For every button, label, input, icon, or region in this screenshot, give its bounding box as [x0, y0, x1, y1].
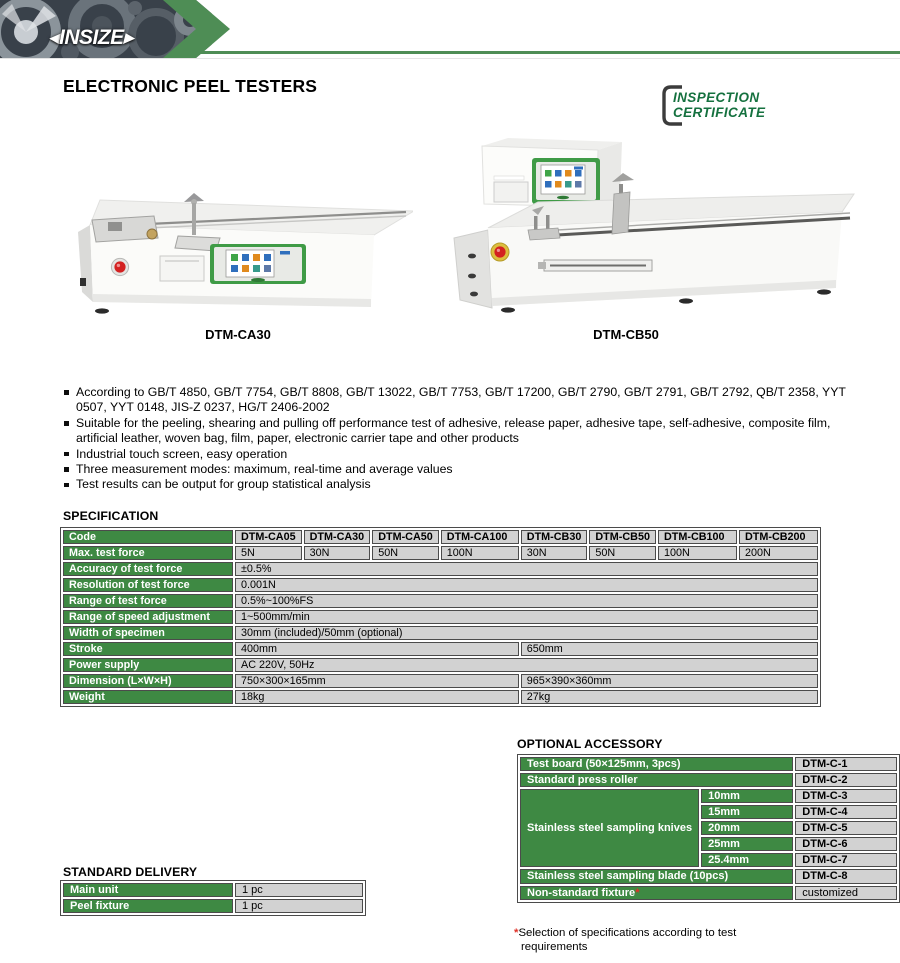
- emergency-stop-button: [491, 243, 509, 261]
- spec-value-cell: 750×300×165mm: [235, 674, 519, 688]
- accessory-group-label: Stainless steel sampling knives: [520, 789, 699, 867]
- accessory-label: Stainless steel sampling blade (10pcs): [520, 869, 793, 884]
- display-head: [482, 138, 622, 207]
- spec-value-cell: 50N: [589, 546, 656, 560]
- inspection-certificate-badge: [660, 84, 800, 132]
- spec-row: [63, 626, 818, 640]
- spec-value-cell: 200N: [739, 546, 818, 560]
- spec-value-cell: 0.001N: [235, 578, 818, 592]
- spec-row-label: Dimension (L×W×H): [63, 674, 233, 688]
- standard-delivery-heading: STANDARD DELIVERY: [63, 865, 198, 879]
- specification-table: [60, 527, 821, 707]
- accessory-label: Standard press roller: [520, 773, 793, 787]
- spec-model-cell: DTM-CB100: [658, 530, 737, 544]
- printer-paper: [494, 176, 524, 180]
- accessory-row: [520, 869, 897, 884]
- accessory-label: 15mm: [701, 805, 793, 819]
- accessory-label: 10mm: [701, 789, 793, 803]
- spec-row: [63, 562, 818, 576]
- product-photo-dtm-ca30: [68, 150, 413, 342]
- accessory-label: 25.4mm: [701, 853, 793, 867]
- accessory-label: 20mm: [701, 821, 793, 835]
- standard-delivery-table-body: [63, 883, 363, 913]
- dtm-cb50-illustration: [436, 136, 856, 318]
- printer: [494, 182, 528, 202]
- spec-value-cell: 965×390×360mm: [521, 674, 818, 688]
- accessory-code-cell: DTM-C-1: [795, 757, 897, 771]
- feature-item: Industrial touch screen, easy operation: [63, 447, 847, 462]
- spec-value-cell: 27kg: [521, 690, 818, 704]
- spec-model-cell: DTM-CA05: [235, 530, 302, 544]
- accessory-code-cell: DTM-C-3: [795, 789, 897, 803]
- spec-row: [63, 658, 818, 672]
- spec-row: [63, 642, 818, 656]
- feature-item: According to GB/T 4850, GB/T 7754, GB/T 8808, GB/T 13022, GB/T 7753, GB/T 17200, GB/T 2790, GB/T 2791, GB/T 2792, QB/T 2358, YYT 0507, YYT 0148, JIS-Z 0237, HG/T 2406-2002: [63, 385, 847, 416]
- spec-row-label: Range of test force: [63, 594, 233, 608]
- spec-value-cell: 18kg: [235, 690, 519, 704]
- feature-item: Suitable for the peeling, shearing and pulling off performance test of adhesive, release paper, adhesive tape, self-adhesive, composite film, artificial leather, woven bag, film, paper, electronic carrier tape and other products: [63, 416, 847, 447]
- load-cell-clamp: [92, 216, 158, 242]
- spec-value-cell: 1~500mm/min: [235, 610, 818, 624]
- footnote-text: Selection of specifications according to test requirements: [518, 927, 737, 953]
- accessory-row: [520, 789, 897, 803]
- product-model-label: DTM-CB50: [593, 327, 659, 342]
- accessory-code-cell: DTM-C-2: [795, 773, 897, 787]
- accessory-code-cell: DTM-C-4: [795, 805, 897, 819]
- optional-accessory-table-body: [520, 757, 897, 900]
- required-asterisk: *: [514, 927, 519, 939]
- spec-value-cell: 400mm: [235, 642, 519, 656]
- delivery-item-label: Main unit: [63, 883, 233, 897]
- specification-heading: SPECIFICATION: [63, 509, 159, 523]
- power-port: [80, 278, 86, 286]
- spec-model-cell: DTM-CB200: [739, 530, 818, 544]
- feature-list: [63, 385, 847, 493]
- delivery-item-label: Peel fixture: [63, 899, 233, 913]
- spec-value-cell: 0.5%~100%FS: [235, 594, 818, 608]
- certificate-line1: INSPECTION: [673, 90, 760, 105]
- standard-delivery-table: [60, 880, 366, 916]
- brand-name: INSIZE: [59, 26, 124, 49]
- accessory-label: Non-standard fixture*: [520, 886, 793, 900]
- feature-item: Test results can be output for group statistical analysis: [63, 477, 847, 492]
- emergency-stop-button: [111, 258, 128, 275]
- accessory-row: [520, 886, 897, 900]
- spec-row-label: Accuracy of test force: [63, 562, 233, 576]
- touch-screen: [210, 244, 306, 284]
- spec-value-cell: ±0.5%: [235, 562, 818, 576]
- certificate-line2: CERTIFICATE: [673, 104, 766, 120]
- insize-logo: [49, 26, 134, 50]
- header-rule: [186, 51, 900, 54]
- spec-row: [63, 594, 818, 608]
- spec-row-label: Resolution of test force: [63, 578, 233, 592]
- spec-row-label: Width of specimen: [63, 626, 233, 640]
- spec-value-cell: 30mm (included)/50mm (optional): [235, 626, 818, 640]
- spec-row-label: Range of speed adjustment: [63, 610, 233, 624]
- spec-value-cell: 100N: [441, 546, 519, 560]
- header-divider: [0, 58, 900, 59]
- spec-model-cell: DTM-CA100: [441, 530, 519, 544]
- printer: [160, 256, 204, 281]
- optional-accessory-table: [517, 754, 900, 903]
- spec-col-header: Code: [63, 530, 233, 544]
- spec-row-label: Power supply: [63, 658, 233, 672]
- spec-row-label: Max. test force: [63, 546, 233, 560]
- spec-value-cell: 5N: [235, 546, 302, 560]
- spec-value-cell: AC 220V, 50Hz: [235, 658, 818, 672]
- spec-value-cell: 50N: [372, 546, 439, 560]
- spec-row-label: Weight: [63, 690, 233, 704]
- logo-left-arrow-icon: ◀: [49, 30, 59, 45]
- delivery-row: [63, 883, 363, 897]
- optional-accessory-heading: OPTIONAL ACCESSORY: [517, 737, 663, 751]
- spec-value-cell: 650mm: [521, 642, 818, 656]
- touch-screen: [532, 158, 600, 204]
- accessory-code-cell: customized: [795, 886, 897, 900]
- delivery-qty-cell: 1 pc: [235, 899, 363, 913]
- delivery-row: [63, 899, 363, 913]
- accessory-row: [520, 757, 897, 771]
- spec-value-cell: 100N: [658, 546, 737, 560]
- spec-header-row: [63, 530, 818, 544]
- product-model-label: DTM-CA30: [205, 327, 271, 342]
- spec-model-cell: DTM-CA30: [304, 530, 371, 544]
- page-title: ELECTRONIC PEEL TESTERS: [63, 76, 318, 96]
- spec-value-cell: 30N: [521, 546, 588, 560]
- accessory-code-cell: DTM-C-8: [795, 869, 897, 884]
- logo-right-arrow-icon: ▶: [123, 30, 134, 45]
- required-asterisk: *: [635, 886, 640, 899]
- spec-row: [63, 578, 818, 592]
- spec-row-label: Stroke: [63, 642, 233, 656]
- front-slot-rail: [538, 260, 652, 271]
- accessory-row: [520, 773, 897, 787]
- accessory-label: Test board (50×125mm, 3pcs): [520, 757, 793, 771]
- accessory-code-cell: DTM-C-5: [795, 821, 897, 835]
- spec-model-cell: DTM-CB30: [521, 530, 588, 544]
- footnote: [514, 927, 793, 955]
- spec-row: [63, 610, 818, 624]
- accessory-label: 25mm: [701, 837, 793, 851]
- spec-row: [63, 674, 818, 688]
- spec-row: [63, 690, 818, 704]
- specification-table-body: [63, 530, 818, 704]
- dtm-ca30-illustration: [68, 150, 413, 315]
- spec-row: [63, 546, 818, 560]
- spec-model-cell: DTM-CA50: [372, 530, 439, 544]
- delivery-qty-cell: 1 pc: [235, 883, 363, 897]
- product-photo-dtm-cb50: [436, 136, 856, 342]
- spec-value-cell: 30N: [304, 546, 371, 560]
- accessory-code-cell: DTM-C-6: [795, 837, 897, 851]
- accessory-code-cell: DTM-C-7: [795, 853, 897, 867]
- feature-item: Three measurement modes: maximum, real-time and average values: [63, 462, 847, 477]
- spec-model-cell: DTM-CB50: [589, 530, 656, 544]
